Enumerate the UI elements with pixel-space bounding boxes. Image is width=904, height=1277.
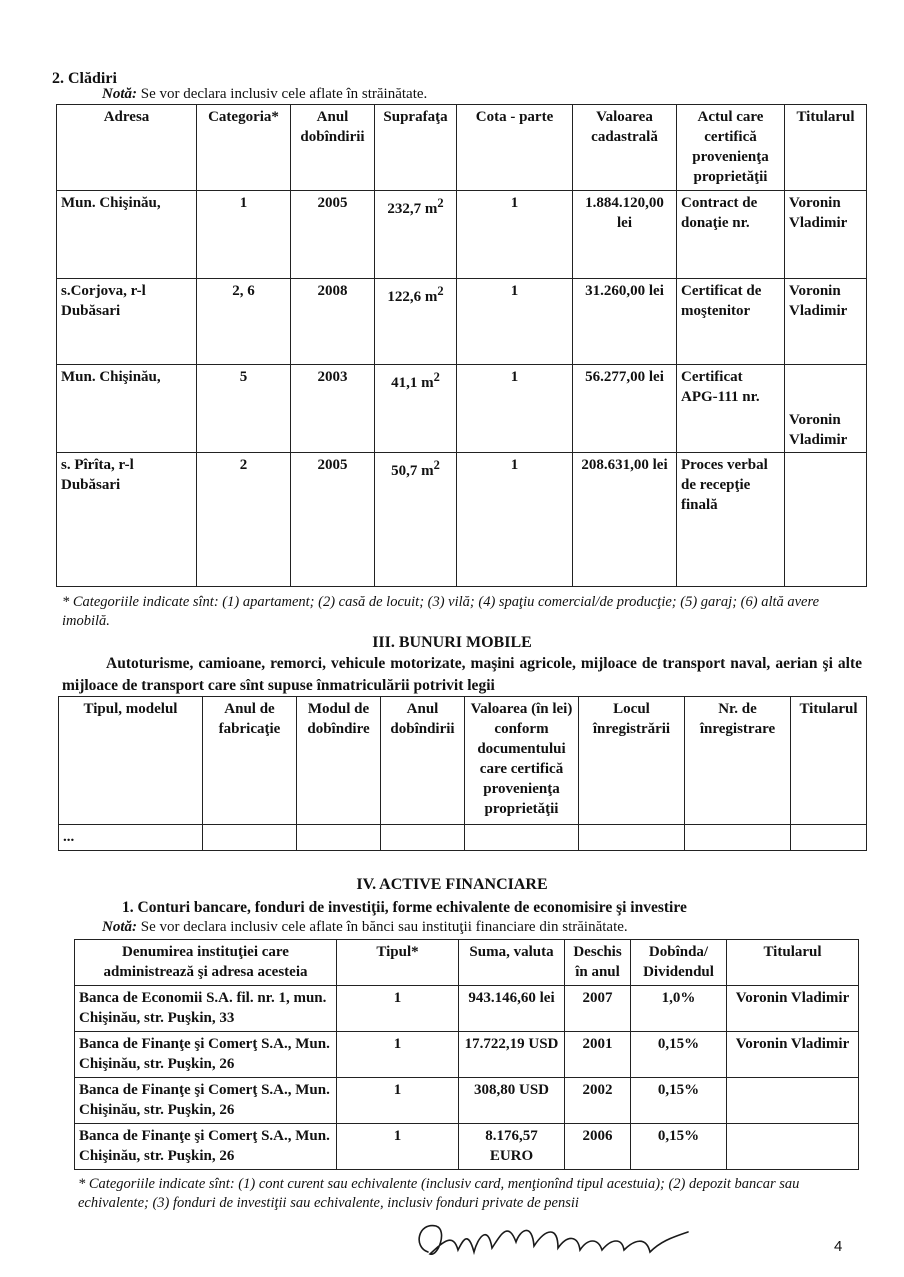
financial-footnote: * Categoriile indicate sînt: (1) cont curent sau echivalente (inclusiv card, menţionînd tipul acestuia); (2) depozit bancar sau echivalente; (3) fonduri de investiţii sau echivalente, inclusiv fonduri private de pensii bbox=[78, 1176, 800, 1211]
header-cell: Anul de fabricaţie bbox=[203, 697, 297, 825]
cell-owner bbox=[785, 453, 867, 587]
movables-title: III. BUNURI MOBILE bbox=[372, 634, 532, 651]
header-cell: Valoarea cadastrală bbox=[573, 105, 677, 191]
cell-category: 5 bbox=[197, 365, 291, 453]
table-row bbox=[57, 453, 867, 587]
cell-value: 208.631,00 lei bbox=[573, 453, 677, 587]
cell-opened: 2002 bbox=[565, 1078, 631, 1124]
header-cell: Categoria* bbox=[197, 105, 291, 191]
area-superscript: 2 bbox=[437, 196, 444, 210]
cell-opened: 2001 bbox=[565, 1032, 631, 1078]
page-number: 4 bbox=[834, 1238, 843, 1255]
cell-institution: Banca de Finanţe şi Comerţ S.A., Mun. Chişinău, str. Puşkin, 26 bbox=[75, 1124, 337, 1170]
cell-value: 56.277,00 lei bbox=[573, 365, 677, 453]
financial-note bbox=[102, 919, 628, 936]
cell-owner: Voronin Vladimir bbox=[785, 279, 867, 365]
buildings-table bbox=[56, 104, 867, 587]
header-cell: Actul care certifică provenienţa proprietăţii bbox=[677, 105, 785, 191]
area-superscript: 2 bbox=[433, 458, 440, 472]
header-cell: Dobînda/ Dividendul bbox=[631, 940, 727, 986]
header-cell: Adresa bbox=[57, 105, 197, 191]
cell-area bbox=[375, 191, 457, 279]
cell-owner bbox=[727, 1124, 859, 1170]
cell-type: 1 bbox=[337, 1032, 459, 1078]
table-row bbox=[75, 1032, 859, 1078]
buildings-header-row bbox=[57, 105, 867, 191]
cell-empty bbox=[297, 825, 381, 851]
area-value: 232,7 m bbox=[387, 201, 438, 217]
note-label: Notă: bbox=[102, 86, 137, 102]
cell-amount: 308,80 USD bbox=[459, 1078, 565, 1124]
area-superscript: 2 bbox=[437, 284, 444, 298]
table-row bbox=[57, 365, 867, 453]
table-row bbox=[75, 1078, 859, 1124]
cell-empty bbox=[579, 825, 685, 851]
cell-owner bbox=[727, 1078, 859, 1124]
movables-table bbox=[58, 696, 867, 851]
cell-area bbox=[375, 365, 457, 453]
cell-act: Contract de donaţie nr. bbox=[677, 191, 785, 279]
cell-year: 2005 bbox=[291, 191, 375, 279]
header-cell: Denumirea instituţiei care administrează şi adresa acesteia bbox=[75, 940, 337, 986]
cell-interest: 0,15% bbox=[631, 1078, 727, 1124]
cell-type: 1 bbox=[337, 1078, 459, 1124]
buildings-footnote: * Categoriile indicate sînt: (1) apartament; (2) casă de locuit; (3) vilă; (4) spaţiu comercial/de producţie; (5) garaj; (6) altă avere imobilă. bbox=[62, 594, 820, 629]
cell-owner: Voronin Vladimir bbox=[785, 365, 867, 453]
header-cell: Deschis în anul bbox=[565, 940, 631, 986]
header-cell: Cota - parte bbox=[457, 105, 573, 191]
header-cell: Titularul bbox=[727, 940, 859, 986]
header-cell: Anul dobîndirii bbox=[291, 105, 375, 191]
financial-table bbox=[74, 939, 859, 1170]
cell-opened: 2006 bbox=[565, 1124, 631, 1170]
cell-type: 1 bbox=[337, 1124, 459, 1170]
movables-header-row bbox=[59, 697, 867, 825]
cell-value: 1.884.120,00 lei bbox=[573, 191, 677, 279]
cell-area bbox=[375, 453, 457, 587]
table-row bbox=[59, 825, 867, 851]
movables-intro: Autoturisme, camioane, remorci, vehicule motorizate, maşini agricole, mijloace de transport naval, aerian şi alte mijloace de transport care sînt supuse înmatriculării potrivit legii bbox=[62, 655, 862, 694]
header-cell: Tipul, modelul bbox=[59, 697, 203, 825]
financial-header-row bbox=[75, 940, 859, 986]
cell-owner: Voronin Vladimir bbox=[785, 191, 867, 279]
cell-category: 1 bbox=[197, 191, 291, 279]
cell-amount: 17.722,19 USD bbox=[459, 1032, 565, 1078]
buildings-heading: 2. Clădiri bbox=[52, 70, 117, 87]
cell-interest: 1,0% bbox=[631, 986, 727, 1032]
cell-interest: 0,15% bbox=[631, 1124, 727, 1170]
area-value: 122,6 m bbox=[387, 289, 438, 305]
buildings-note bbox=[102, 86, 427, 103]
cell-share: 1 bbox=[457, 279, 573, 365]
cell-opened: 2007 bbox=[565, 986, 631, 1032]
cell-interest: 0,15% bbox=[631, 1032, 727, 1078]
table-row bbox=[57, 279, 867, 365]
cell-institution: Banca de Economii S.A. fil. nr. 1, mun. Chişinău, str. Puşkin, 33 bbox=[75, 986, 337, 1032]
cell-share: 1 bbox=[457, 365, 573, 453]
table-row bbox=[57, 191, 867, 279]
table-row bbox=[75, 1124, 859, 1170]
cell-institution: Banca de Finanţe şi Comerţ S.A., Mun. Chişinău, str. Puşkin, 26 bbox=[75, 1032, 337, 1078]
header-cell: Suma, valuta bbox=[459, 940, 565, 986]
header-cell: Suprafaţa bbox=[375, 105, 457, 191]
cell-institution: Banca de Finanţe şi Comerţ S.A., Mun. Chişinău, str. Puşkin, 26 bbox=[75, 1078, 337, 1124]
header-cell: Locul înregistrării bbox=[579, 697, 685, 825]
financial-title: IV. ACTIVE FINANCIARE bbox=[356, 876, 548, 893]
cell-empty: ... bbox=[59, 825, 203, 851]
cell-share: 1 bbox=[457, 453, 573, 587]
cell-address: s.Corjova, r-l Dubăsari bbox=[57, 279, 197, 365]
cell-type: 1 bbox=[337, 986, 459, 1032]
header-cell: Titularul bbox=[791, 697, 867, 825]
cell-amount: 8.176,57 EURO bbox=[459, 1124, 565, 1170]
cell-amount: 943.146,60 lei bbox=[459, 986, 565, 1032]
cell-empty bbox=[791, 825, 867, 851]
area-value: 41,1 m bbox=[391, 375, 434, 391]
note-label: Notă: bbox=[102, 919, 137, 935]
cell-empty bbox=[203, 825, 297, 851]
cell-empty bbox=[685, 825, 791, 851]
cell-empty bbox=[465, 825, 579, 851]
financial-subtitle: 1. Conturi bancare, fonduri de investiţii, forme echivalente de economisire şi investire bbox=[122, 899, 687, 916]
cell-area bbox=[375, 279, 457, 365]
signature bbox=[408, 1212, 708, 1272]
cell-address: Mun. Chişinău, bbox=[57, 191, 197, 279]
cell-year: 2008 bbox=[291, 279, 375, 365]
header-cell: Anul dobîndirii bbox=[381, 697, 465, 825]
cell-year: 2003 bbox=[291, 365, 375, 453]
header-cell: Tipul* bbox=[337, 940, 459, 986]
cell-category: 2 bbox=[197, 453, 291, 587]
cell-empty bbox=[381, 825, 465, 851]
area-superscript: 2 bbox=[433, 370, 440, 384]
cell-address: s. Pîrîta, r-l Dubăsari bbox=[57, 453, 197, 587]
cell-owner: Voronin Vladimir bbox=[727, 986, 859, 1032]
cell-value: 31.260,00 lei bbox=[573, 279, 677, 365]
area-value: 50,7 m bbox=[391, 463, 434, 479]
cell-category: 2, 6 bbox=[197, 279, 291, 365]
header-cell: Modul de dobîndire bbox=[297, 697, 381, 825]
cell-act: Proces verbal de recepţie finală bbox=[677, 453, 785, 587]
note-text: Se vor declara inclusiv cele aflate în străinătate. bbox=[137, 86, 428, 102]
cell-act: Certificat de moştenitor bbox=[677, 279, 785, 365]
note-text: Se vor declara inclusiv cele aflate în bănci sau instituţii financiare din străinătate. bbox=[137, 919, 628, 935]
cell-share: 1 bbox=[457, 191, 573, 279]
cell-act: Certificat APG-111 nr. bbox=[677, 365, 785, 453]
header-cell: Valoarea (în lei) conform documentului care certifică provenienţa proprietăţii bbox=[465, 697, 579, 825]
header-cell: Titularul bbox=[785, 105, 867, 191]
cell-address: Mun. Chişinău, bbox=[57, 365, 197, 453]
cell-year: 2005 bbox=[291, 453, 375, 587]
cell-owner: Voronin Vladimir bbox=[727, 1032, 859, 1078]
table-row bbox=[75, 986, 859, 1032]
header-cell: Nr. de înregistrare bbox=[685, 697, 791, 825]
